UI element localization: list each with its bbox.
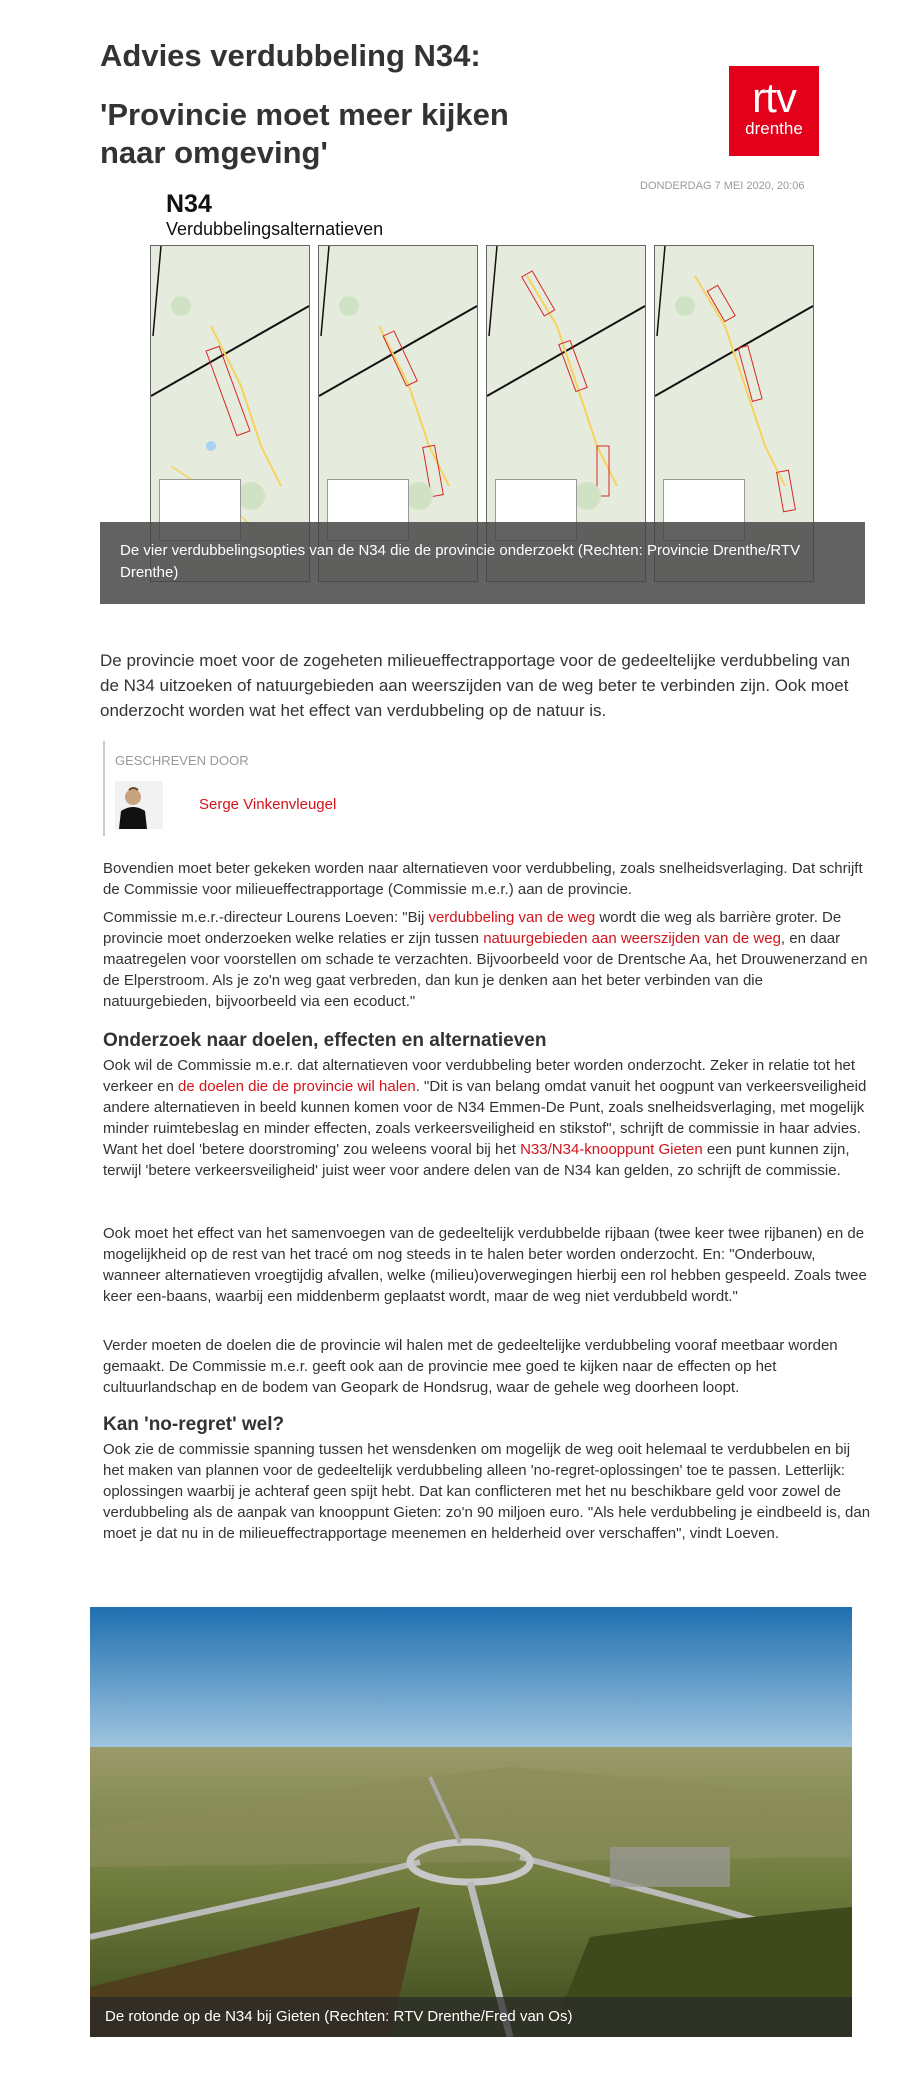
link-doelen-provincie[interactable]: de doelen die de provincie wil halen — [178, 1078, 416, 1095]
link-natuurgebieden[interactable]: natuurgebieden aan weerszijden van de weg — [483, 930, 781, 947]
publish-date: DONDERDAG 7 MEI 2020, 20:06 — [640, 180, 805, 192]
paragraph-text: wordt die weg als barrière groter. De provincie moet onderzoeken welke relaties er zijn tussen — [103, 909, 842, 947]
figure-subheading: Verdubbelingsalternatieven — [166, 219, 384, 239]
body-paragraph-3 — [103, 1055, 873, 1181]
author-avatar-image — [115, 781, 163, 829]
body-paragraph-1: Bovendien moet beter gekeken worden naar alternatieven voor verdubbeling, zoals snelheidsverlaging. Dat schrijft de Commissie voor milieueffectrapportage (Commissie m.e.r.) aan de provincie. — [103, 860, 863, 898]
paragraph-text: , en daar maatregelen voor voorstellen om schade te verzachten. Bijvoorbeeld voor de Drentsche Aa, het Drouwenerzand en de Elperstroom. Als je zo'n weg gaat verbreden, dan kun je denken aan het beter verbinden van die natuurgebieden, bijvoorbeeld via een ecoduct." — [103, 930, 868, 1010]
roundabout-aerial-photo — [90, 1607, 852, 2037]
author-name-link[interactable]: Serge Vinkenvleugel — [199, 796, 337, 813]
body-paragraph-4: Ook moet het effect van het samenvoegen van de gedeeltelijk verdubbelde rijbaan (twee keer twee rijbanen) en de mogelijkheid op de rest van het tracé om nog steeds in te halen beter worden onderzocht. En: "Onderbouw, wanneer alternatieven vroegtijdig afvallen, welke (milieu)overwegingen hierbij een rol hebben gespeeld. Zoals twee keer een-baans, waarbij een middenberm geplaatst wordt, maar de weg niet verdubbeld wordt." — [103, 1225, 867, 1305]
logo-text-drenthe: drenthe — [745, 119, 803, 138]
figure-heading: N34 — [166, 190, 212, 218]
paragraph-text: Ook wil de Commissie m.e.r. dat alternatieven voor verdubbeling beter worden onderzocht. Zeker in relatie tot het verkeer en — [103, 1057, 856, 1095]
link-verdubbeling-van-de-weg[interactable]: verdubbeling van de weg — [428, 909, 596, 926]
article-title-line2: 'Provincie moet meer kijken naar omgeving' — [100, 97, 509, 170]
paragraph-text: Commissie m.e.r.-directeur Lourens Loeven: "Bij — [103, 909, 429, 926]
body-paragraph-2 — [103, 907, 873, 1012]
author-label: GESCHREVEN DOOR — [115, 753, 249, 768]
logo-text-rtv: rtv — [752, 74, 796, 121]
body-paragraph-5: Verder moeten de doelen die de provincie wil halen met de gedeeltelijke verdubbeling vooraf meetbaar worden gemaakt. De Commissie m.e.r. geeft ook aan de provincie mee goed te kijken naar de effecten op het cultuurlandschap en de bodem van Geopark de Hondsrug, waar de gehele weg doorheen loopt. — [103, 1337, 838, 1396]
subheading-doelen-effecten: Onderzoek naar doelen, effecten en alternatieven — [103, 1030, 547, 1051]
article-photo[interactable] — [90, 1607, 852, 2037]
author-box — [103, 741, 405, 836]
link-knooppunt-gieten[interactable]: N33/N34-knooppunt Gieten — [520, 1141, 703, 1158]
author-avatar[interactable] — [115, 781, 163, 829]
article-lead: De provincie moet voor de zogeheten milieueffectrapportage voor de gedeeltelijke verdubbeling van de N34 uitzoeken of natuurgebieden aan weerszijden van de weg beter te verbinden zijn. Ook moet onderzocht worden wat het effect van verdubbeling op de natuur is. — [100, 651, 851, 720]
subheading-no-regret: Kan 'no-regret' wel? — [103, 1414, 285, 1435]
article-title-line1: Advies verdubbeling N34: — [100, 38, 481, 73]
paragraph-text: . "Dit is van belang omdat vanuit het oogpunt van verkeersveiligheid andere alternatieven in beeld kunnen komen voor de N34 Emmen-De Punt, zoals snelheidsverlaging, met mogelijk minder ruimtebeslag en minder effecten, zoals verkeersveiligheid en stikstof", schrijft de commissie in haar advies. Want het doel 'betere doorstroming' zou weleens vooral bij het — [103, 1078, 867, 1158]
figure-caption: De vier verdubbelingsopties van de N34 die de provincie onderzoekt (Rechten: Provincie Drenthe/RTV Drenthe) — [100, 522, 865, 604]
body-paragraph-6: Ook zie de commissie spanning tussen het wensdenken om mogelijk de weg ooit helemaal te verdubbelen en bij het maken van plannen voor de gedeeltelijk verdubbeling alleen 'no-regret-oplossingen' toe te passen. Letterlijk: oplossingen waarbij je achteraf geen spijt hebt. Dat kan conflicteren met het nu beschikbare geld voor zowel de verdubbeling als de aanpak van knooppunt Gieten: zo'n 90 miljoen euro. "Als hele verdubbeling je eindbeeld is, dan moet je dat nu in de milieueffectrapportage meenemen en helderheid over verschaffen", vindt Loeven. — [103, 1441, 871, 1542]
rtv-drenthe-logo[interactable] — [729, 66, 819, 156]
photo-caption: De rotonde op de N34 bij Gieten (Rechten: RTV Drenthe/Fred van Os) — [90, 1997, 852, 2037]
paragraph-text: een punt kunnen zijn, terwijl 'betere verkeersveiligheid' juist weer voor andere delen van de N34 kan gelden, zo schrijft de commissie. — [103, 1141, 850, 1179]
